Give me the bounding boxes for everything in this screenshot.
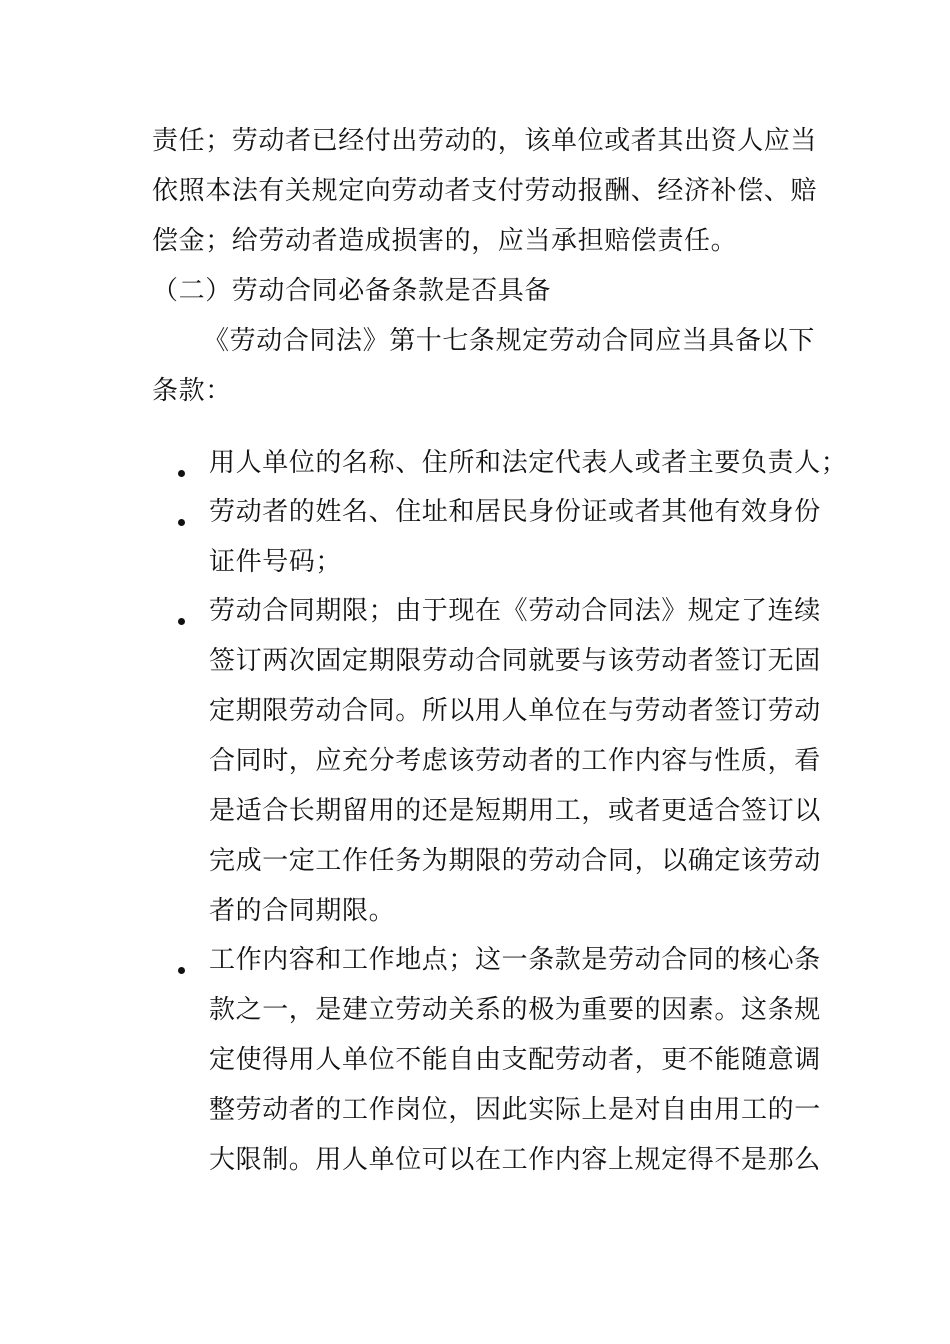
list-item-line: 整劳动者的工作岗位，因此实际上是对自由用工的一 [209, 1095, 821, 1125]
list-item-line: 定使得用人单位不能自由支配劳动者，更不能随意调 [209, 1045, 821, 1075]
list-item-line: 者的合同期限。 [209, 896, 396, 926]
intro-line: 责任；劳动者已经付出劳动的，该单位或者其出资人应当 [152, 126, 818, 156]
bullet-icon [178, 967, 185, 974]
list-item-line: 劳动者的姓名、住址和居民身份证或者其他有效身份 [209, 497, 821, 527]
list-item-line: 用人单位的名称、住所和法定代表人或者主要负责人； [209, 448, 848, 478]
list-item-line: 完成一定工作任务为期限的劳动合同，以确定该劳动 [209, 846, 821, 876]
bullet-icon [178, 618, 185, 625]
intro-line: 偿金；给劳动者造成损害的，应当承担赔偿责任。 [152, 226, 738, 256]
list-item-line: 签订两次固定期限劳动合同就要与该劳动者签订无固 [209, 646, 821, 676]
list-item-line: 定期限劳动合同。所以用人单位在与劳动者签订劳动 [209, 696, 821, 726]
list-item-line: 证件号码； [209, 547, 343, 577]
list-item-line: 劳动合同期限；由于现在《劳动合同法》规定了连续 [209, 596, 821, 626]
paragraph-line: 《劳动合同法》第十七条规定劳动合同应当具备以下 [203, 326, 815, 356]
list-item-line: 合同时，应充分考虑该劳动者的工作内容与性质，看 [209, 746, 821, 776]
list-item-line: 工作内容和工作地点；这一条款是劳动合同的核心条 [209, 945, 821, 975]
paragraph-line: 条款： [152, 376, 232, 406]
list-item-line: 是适合长期留用的还是短期用工，或者更适合签订以 [209, 796, 821, 826]
list-item-line: 大限制。用人单位可以在工作内容上规定得不是那么 [209, 1145, 821, 1175]
bullet-icon [178, 470, 185, 477]
list-item-line: 款之一，是建立劳动关系的极为重要的因素。这条规 [209, 995, 821, 1025]
section-heading: （二）劳动合同必备条款是否具备 [152, 276, 552, 306]
intro-line: 依照本法有关规定向劳动者支付劳动报酬、经济补偿、赔 [152, 176, 818, 206]
bullet-icon [178, 519, 185, 526]
